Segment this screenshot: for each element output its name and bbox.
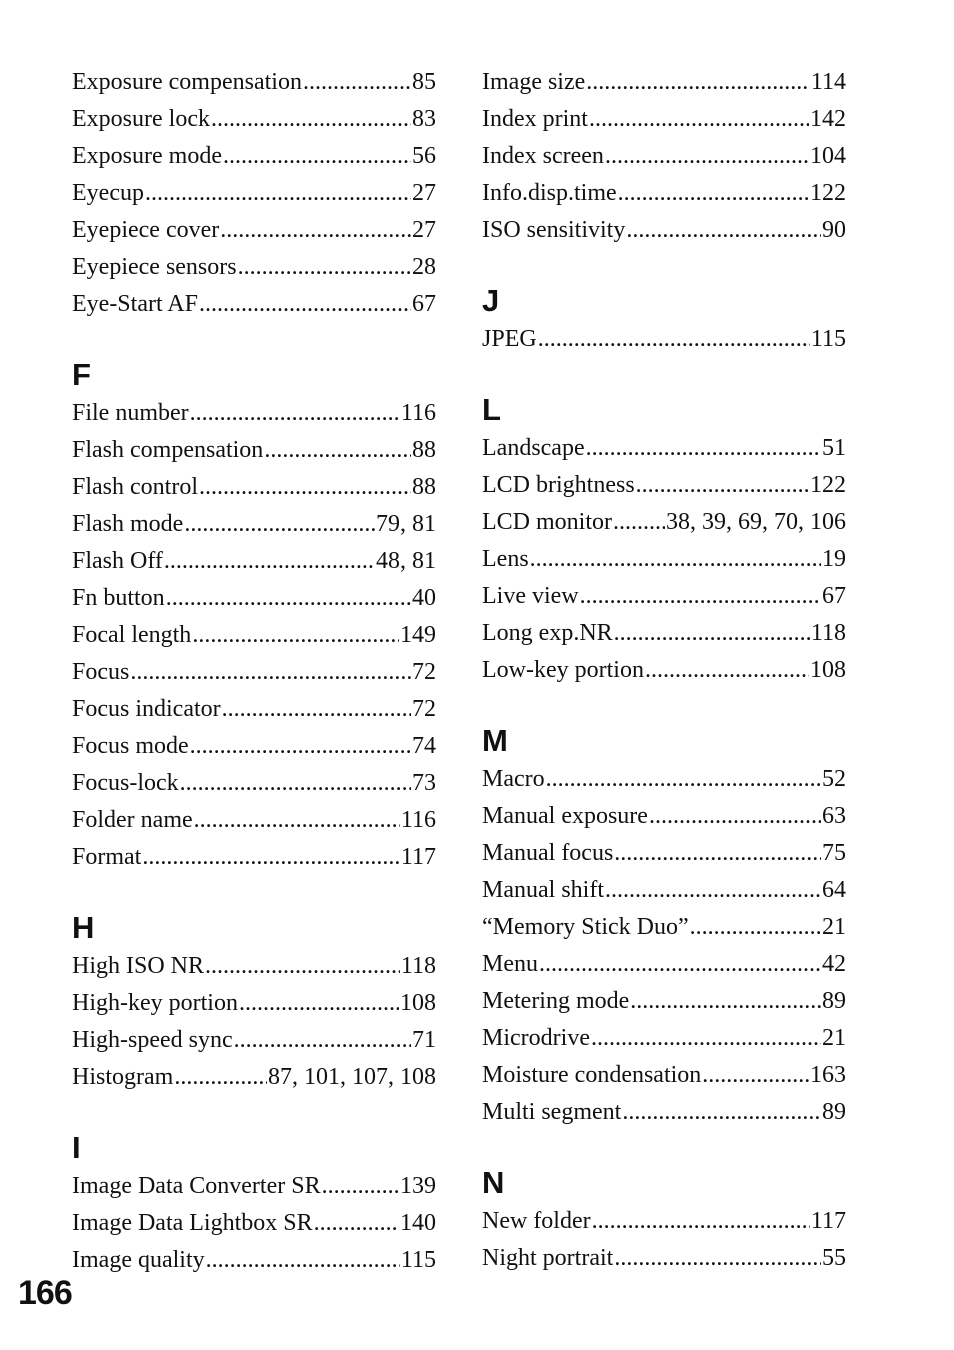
index-term: Manual exposure bbox=[482, 803, 648, 829]
index-term: Format bbox=[72, 844, 142, 870]
dot-leader bbox=[239, 985, 399, 1022]
index-group-i-continued bbox=[482, 64, 846, 249]
index-term: Long exp.NR bbox=[482, 620, 613, 646]
index-entry bbox=[72, 101, 436, 138]
section-heading-j: J bbox=[482, 283, 500, 318]
index-term: LCD brightness bbox=[482, 472, 635, 498]
index-page-refs: 27 bbox=[412, 217, 436, 243]
index-page-refs: 51 bbox=[822, 435, 846, 461]
index-entry bbox=[72, 469, 436, 506]
dot-leader bbox=[145, 175, 411, 212]
index-entry bbox=[482, 175, 846, 212]
index-term: High-key portion bbox=[72, 990, 238, 1016]
index-page-refs: 27 bbox=[412, 180, 436, 206]
index-page-refs: 122 bbox=[810, 472, 846, 498]
dot-leader bbox=[192, 617, 399, 654]
index-term: Eyecup bbox=[72, 180, 144, 206]
index-page-refs: 71 bbox=[412, 1027, 436, 1053]
index-page-refs: 122 bbox=[810, 180, 846, 206]
dot-leader bbox=[223, 138, 411, 175]
index-entry bbox=[482, 101, 846, 138]
dot-leader bbox=[614, 1240, 821, 1277]
index-entry bbox=[72, 839, 436, 876]
index-page-refs: 108 bbox=[400, 990, 436, 1016]
index-page-refs: 21 bbox=[822, 914, 846, 940]
index-page-refs: 118 bbox=[810, 620, 846, 646]
dot-leader bbox=[618, 175, 809, 212]
dot-leader bbox=[622, 1094, 821, 1131]
index-term: Live view bbox=[482, 583, 579, 609]
index-term: Eye-Start AF bbox=[72, 291, 198, 317]
index-term: Metering mode bbox=[482, 988, 630, 1014]
index-page-refs: 67 bbox=[822, 583, 846, 609]
index-term: New folder bbox=[482, 1208, 591, 1234]
index-term: Moisture condensation bbox=[482, 1062, 702, 1088]
index-term: Flash mode bbox=[72, 511, 184, 537]
index-page-refs: 38, 39, 69, 70, 106 bbox=[666, 509, 846, 535]
dot-leader bbox=[264, 432, 411, 469]
index-term: Flash control bbox=[72, 474, 198, 500]
dot-leader bbox=[199, 469, 411, 506]
index-entry bbox=[72, 802, 436, 839]
index-page-refs: 64 bbox=[822, 877, 846, 903]
dot-leader bbox=[649, 798, 821, 835]
index-entry bbox=[482, 321, 846, 358]
section-heading-n: N bbox=[482, 1165, 505, 1200]
dot-leader bbox=[130, 654, 411, 691]
dot-leader bbox=[174, 1059, 267, 1096]
index-entry bbox=[72, 580, 436, 617]
index-term: Exposure compensation bbox=[72, 69, 302, 95]
index-page-refs: 83 bbox=[412, 106, 436, 132]
index-entry bbox=[482, 835, 846, 872]
index-page-refs: 118 bbox=[400, 953, 436, 979]
index-term: Image quality bbox=[72, 1247, 205, 1273]
index-entry bbox=[72, 728, 436, 765]
index-term: Microdrive bbox=[482, 1025, 590, 1051]
index-term: Menu bbox=[482, 951, 538, 977]
index-group-i bbox=[72, 1168, 436, 1279]
dot-leader bbox=[614, 835, 821, 872]
index-term: Image size bbox=[482, 69, 586, 95]
index-term: Index screen bbox=[482, 143, 604, 169]
index-page-refs: 115 bbox=[810, 326, 846, 352]
dot-leader bbox=[530, 541, 821, 578]
index-entry bbox=[482, 1020, 846, 1057]
index-term: Histogram bbox=[72, 1064, 174, 1090]
index-entry bbox=[72, 1022, 436, 1059]
dot-leader bbox=[630, 983, 821, 1020]
dot-leader bbox=[194, 802, 400, 839]
index-term: Manual shift bbox=[482, 877, 604, 903]
index-entry bbox=[482, 578, 846, 615]
dot-leader bbox=[211, 101, 411, 138]
index-entry bbox=[72, 175, 436, 212]
index-page-refs: 52 bbox=[822, 766, 846, 792]
index-term: Night portrait bbox=[482, 1245, 614, 1271]
index-term: JPEG bbox=[482, 326, 537, 352]
index-entry bbox=[72, 1205, 436, 1242]
index-page-refs: 42 bbox=[822, 951, 846, 977]
index-term: Focal length bbox=[72, 622, 192, 648]
index-term: High ISO NR bbox=[72, 953, 205, 979]
index-term: Eyepiece sensors bbox=[72, 254, 237, 280]
dot-leader bbox=[199, 286, 411, 323]
index-entry bbox=[482, 138, 846, 175]
index-term: Eyepiece cover bbox=[72, 217, 220, 243]
index-entry bbox=[482, 1203, 846, 1240]
index-page-refs: 85 bbox=[412, 69, 436, 95]
index-term: File number bbox=[72, 400, 189, 426]
index-page-refs: 75 bbox=[822, 840, 846, 866]
index-group-f bbox=[72, 395, 436, 876]
dot-leader bbox=[206, 1242, 400, 1279]
index-entry bbox=[72, 138, 436, 175]
index-column-left bbox=[72, 64, 436, 1279]
dot-leader bbox=[220, 212, 411, 249]
index-entry bbox=[482, 652, 846, 689]
dot-leader bbox=[614, 615, 810, 652]
index-term: Manual focus bbox=[482, 840, 614, 866]
index-entry bbox=[482, 909, 846, 946]
index-page-refs: 163 bbox=[810, 1062, 846, 1088]
index-entry bbox=[482, 64, 846, 101]
index-page-refs: 108 bbox=[810, 657, 846, 683]
dot-leader bbox=[636, 467, 809, 504]
page-number: 166 bbox=[18, 1274, 72, 1312]
dot-leader bbox=[591, 1020, 821, 1057]
index-entry bbox=[482, 946, 846, 983]
dot-leader bbox=[205, 948, 400, 985]
index-page-refs: 55 bbox=[822, 1245, 846, 1271]
dot-leader bbox=[626, 212, 821, 249]
index-entry bbox=[482, 467, 846, 504]
dot-leader bbox=[314, 1205, 399, 1242]
dot-leader bbox=[605, 872, 821, 909]
dot-leader bbox=[586, 64, 810, 101]
dot-leader bbox=[546, 761, 821, 798]
index-page-refs: 142 bbox=[810, 106, 846, 132]
index-entry bbox=[482, 1057, 846, 1094]
index-entry bbox=[482, 1240, 846, 1277]
index-entry bbox=[482, 761, 846, 798]
dot-leader bbox=[538, 321, 810, 358]
index-page-refs: 89 bbox=[822, 1099, 846, 1125]
index-page-refs: 116 bbox=[400, 807, 436, 833]
index-page-refs: 28 bbox=[412, 254, 436, 280]
dot-leader bbox=[164, 543, 375, 580]
section-heading-m: M bbox=[482, 723, 508, 758]
dot-leader bbox=[190, 395, 400, 432]
index-entry bbox=[72, 286, 436, 323]
dot-leader bbox=[586, 430, 821, 467]
dot-leader bbox=[702, 1057, 809, 1094]
index-term: Exposure lock bbox=[72, 106, 210, 132]
index-entry bbox=[482, 798, 846, 835]
index-term: Flash Off bbox=[72, 548, 163, 574]
index-entry bbox=[72, 654, 436, 691]
index-entry bbox=[72, 985, 436, 1022]
index-page-refs: 117 bbox=[810, 1208, 846, 1234]
index-page-refs: 21 bbox=[822, 1025, 846, 1051]
index-entry bbox=[72, 543, 436, 580]
index-term: Focus-lock bbox=[72, 770, 179, 796]
index-term: Multi segment bbox=[482, 1099, 622, 1125]
index-page-refs: 88 bbox=[412, 437, 436, 463]
index-group-m bbox=[482, 761, 846, 1131]
index-entry bbox=[72, 948, 436, 985]
index-entry bbox=[72, 617, 436, 654]
index-page-refs: 149 bbox=[400, 622, 436, 648]
index-term: Exposure mode bbox=[72, 143, 222, 169]
index-term: LCD monitor bbox=[482, 509, 612, 535]
index-entry bbox=[72, 1242, 436, 1279]
index-group-n bbox=[482, 1203, 846, 1277]
index-entry bbox=[482, 872, 846, 909]
index-entry bbox=[72, 249, 436, 286]
index-term: Fn button bbox=[72, 585, 165, 611]
index-term: High-speed sync bbox=[72, 1027, 233, 1053]
dot-leader bbox=[589, 101, 809, 138]
index-entry bbox=[72, 395, 436, 432]
section-heading-h: H bbox=[72, 910, 95, 945]
index-page-refs: 89 bbox=[822, 988, 846, 1014]
index-group-l bbox=[482, 430, 846, 689]
index-entry bbox=[482, 983, 846, 1020]
index-entry bbox=[482, 430, 846, 467]
dot-leader bbox=[645, 652, 809, 689]
index-entry bbox=[482, 504, 846, 541]
index-group-j bbox=[482, 321, 846, 358]
index-page-refs: 139 bbox=[400, 1173, 436, 1199]
dot-leader bbox=[238, 249, 411, 286]
dot-leader bbox=[303, 64, 411, 101]
index-term: Focus mode bbox=[72, 733, 189, 759]
index-entry bbox=[72, 212, 436, 249]
index-entry bbox=[72, 1168, 436, 1205]
index-page-refs: 114 bbox=[810, 69, 846, 95]
index-term: Info.disp.time bbox=[482, 180, 617, 206]
section-heading-i: I bbox=[72, 1130, 81, 1165]
dot-leader bbox=[222, 691, 411, 728]
index-page-refs: 87, 101, 107, 108 bbox=[268, 1064, 436, 1090]
index-term: Macro bbox=[482, 766, 545, 792]
dot-leader bbox=[142, 839, 400, 876]
index-entry bbox=[482, 615, 846, 652]
dot-leader bbox=[184, 506, 375, 543]
index-entry bbox=[72, 506, 436, 543]
index-term: “Memory Stick Duo” bbox=[482, 914, 689, 940]
index-page-refs: 19 bbox=[822, 546, 846, 572]
index-page-refs: 73 bbox=[412, 770, 436, 796]
index-term: Flash compensation bbox=[72, 437, 264, 463]
index-entry bbox=[72, 1059, 436, 1096]
dot-leader bbox=[190, 728, 411, 765]
index-entry bbox=[482, 541, 846, 578]
index-page-refs: 72 bbox=[412, 696, 436, 722]
index-entry bbox=[72, 64, 436, 101]
dot-leader bbox=[605, 138, 809, 175]
index-entry bbox=[482, 212, 846, 249]
index-term: Focus indicator bbox=[72, 696, 221, 722]
index-page-refs: 67 bbox=[412, 291, 436, 317]
dot-leader bbox=[690, 909, 821, 946]
index-term: Lens bbox=[482, 546, 529, 572]
dot-leader bbox=[613, 504, 665, 541]
dot-leader bbox=[234, 1022, 411, 1059]
section-heading-f: F bbox=[72, 357, 91, 392]
index-page-refs: 48, 81 bbox=[376, 548, 436, 574]
index-page-refs: 40 bbox=[412, 585, 436, 611]
index-entry bbox=[72, 765, 436, 802]
index-term: Focus bbox=[72, 659, 130, 685]
dot-leader bbox=[166, 580, 411, 617]
dot-leader bbox=[322, 1168, 399, 1205]
index-page-refs: 79, 81 bbox=[376, 511, 436, 537]
index-page-refs: 72 bbox=[412, 659, 436, 685]
section-heading-l: L bbox=[482, 392, 501, 427]
index-page-refs: 140 bbox=[400, 1210, 436, 1236]
index-group-e bbox=[72, 64, 436, 323]
dot-leader bbox=[180, 765, 411, 802]
index-page-refs: 74 bbox=[412, 733, 436, 759]
index-term: Folder name bbox=[72, 807, 193, 833]
dot-leader bbox=[539, 946, 821, 983]
index-term: Landscape bbox=[482, 435, 585, 461]
index-entry bbox=[72, 432, 436, 469]
index-page-refs: 88 bbox=[412, 474, 436, 500]
index-entry bbox=[482, 1094, 846, 1131]
index-term: Image Data Converter SR bbox=[72, 1173, 321, 1199]
dot-leader bbox=[592, 1203, 810, 1240]
index-column-right bbox=[482, 64, 846, 1277]
index-term: Image Data Lightbox SR bbox=[72, 1210, 313, 1236]
dot-leader bbox=[580, 578, 821, 615]
index-term: ISO sensitivity bbox=[482, 217, 626, 243]
index-page-refs: 116 bbox=[400, 400, 436, 426]
index-page-refs: 56 bbox=[412, 143, 436, 169]
index-term: Low-key portion bbox=[482, 657, 644, 683]
index-group-h bbox=[72, 948, 436, 1096]
index-term: Index print bbox=[482, 106, 588, 132]
index-page-refs: 63 bbox=[822, 803, 846, 829]
index-page-refs: 104 bbox=[810, 143, 846, 169]
index-page-refs: 117 bbox=[400, 844, 436, 870]
index-page-refs: 90 bbox=[822, 217, 846, 243]
index-page-refs: 115 bbox=[400, 1247, 436, 1273]
index-entry bbox=[72, 691, 436, 728]
